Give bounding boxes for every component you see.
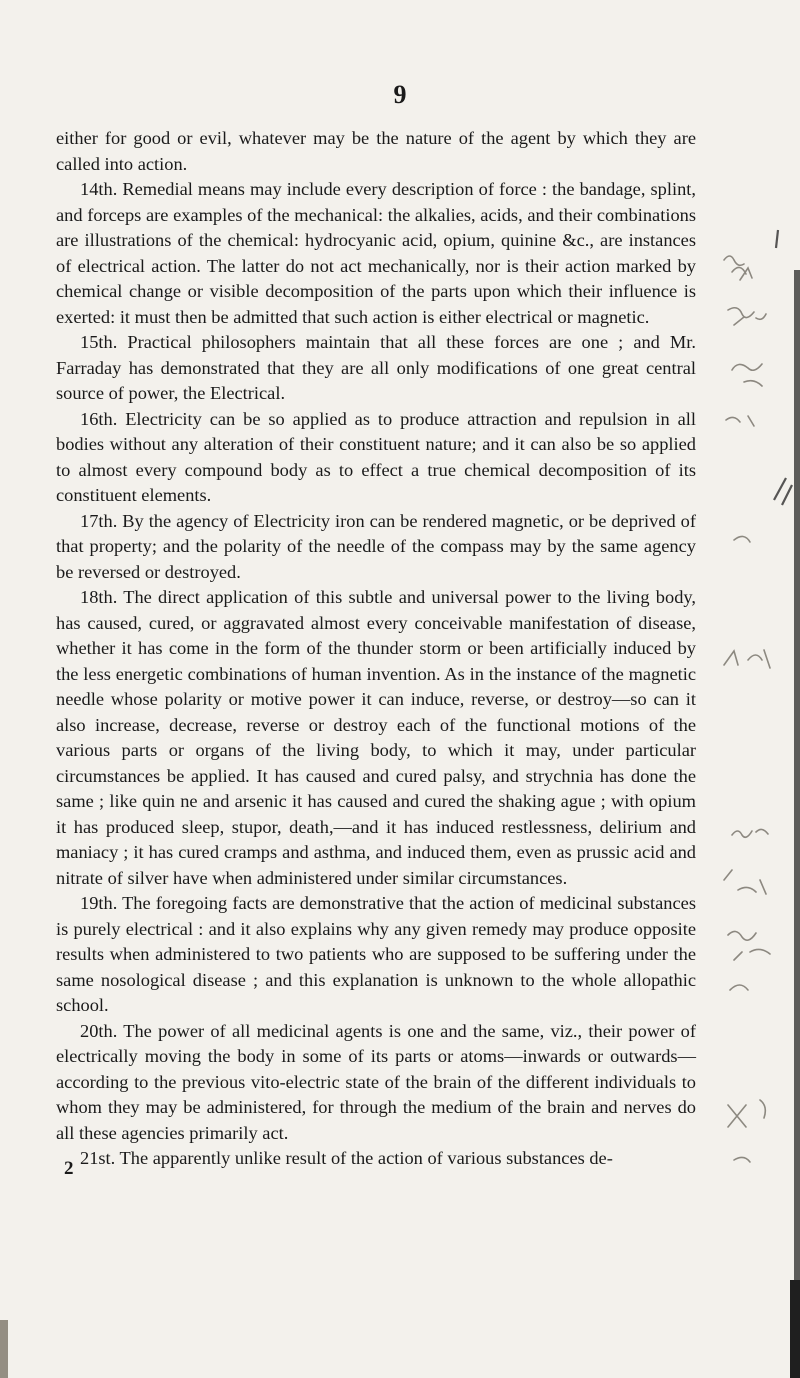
paragraph-17th: 17th. By the agency of Electricity iron can be rendered magnetic, or be deprived of that property; and the polarity of the needle of the compass may by the same agency be reversed or destroyed.	[56, 510, 696, 582]
paragraph-19th: 19th. The foregoing facts are demonstrative that the action of medicinal substances is purely electrical : and it also explains why any given remedy may produce opposite results when administered to two patients who are supposed to be suffering under the same nosological disease ; and this explanation is unknown to the whole allopathic school.	[56, 893, 696, 1015]
paragraph-18th: 18th. The direct application of this subtle and universal power to the living body, has caused, cured, or aggravated almost every conceivable manifestation of disease, whether it has come in the form of the thunder storm or been artificially induced by the less energetic combinations of human invention. As in the instance of the magnetic needle whose polarity or motive power it can induce, reverse, or destroy—so can it also increase, decrease, reverse or destroy each of the functional motions of the various parts or organs of the living body, to which it may, under particular circumstances be applied. It has caused and cured palsy, and strychnia has done the same ; like quin ne and arsenic it has caused and cured the shaking ague ; with opium it has produced sleep, stupor, death,—and it has induced restlessness, delirium and maniacy ; it has cured cramps and asthma, and induced them, even as prussic acid and nitrate of silver have when administered under similar circumstances.	[56, 587, 696, 888]
paragraph-21st: 21st. The apparently unlike result of the action of various substances de-	[80, 1148, 613, 1168]
paragraph-continuation: either for good or evil, whatever may be the nature of the agent by which they are called into action.	[56, 128, 696, 174]
paragraph-16th: 16th. Electricity can be so applied as to produce attraction and repulsion in all bodies without any alteration of their constituent nature; and it can also be so applied to almost every compound body as to effect a true chemical decomposition of its constituent elements.	[56, 408, 696, 505]
paragraph-20th: 20th. The power of all medicinal agents is one and the same, viz., their power of electrically moving the body in some of its parts or atoms—inwards or outwards—according to the previous vito-electric state of the brain of the different individuals to whom they may be administered, for through the medium of the brain and nerves do all these agencies primarily act.	[56, 1020, 696, 1143]
handwritten-marginalia	[704, 120, 800, 1170]
signature-mark: 2	[64, 1158, 74, 1179]
paragraph-14th: 14th. Remedial means may include every description of force : the bandage, splint, and forceps are examples of the mechanical: the alkalies, acids, and their combinations are illustrations of the chemical: hydrocyanic acid, opium, quinine &c., are instances of electrical action. The latter do not act mechanically, nor is their action marked by chemical change or visible decomposition of the parts upon which their influence is exerted: it must then be admitted that such action is either electrical or magnetic.	[56, 179, 696, 327]
page-edge-shadow	[794, 270, 800, 1378]
paragraph-15th: 15th. Practical philosophers maintain that all these forces are one ; and Mr. Farraday has demonstrated that they are all only modifications of one great central source of power, the Electrical.	[56, 332, 696, 403]
page-edge-dark	[790, 1280, 800, 1378]
body-text	[56, 126, 696, 1172]
binding-stain	[0, 1320, 8, 1378]
page-number: 9	[393, 80, 407, 109]
marginalia-scribbles-icon	[704, 120, 800, 1170]
